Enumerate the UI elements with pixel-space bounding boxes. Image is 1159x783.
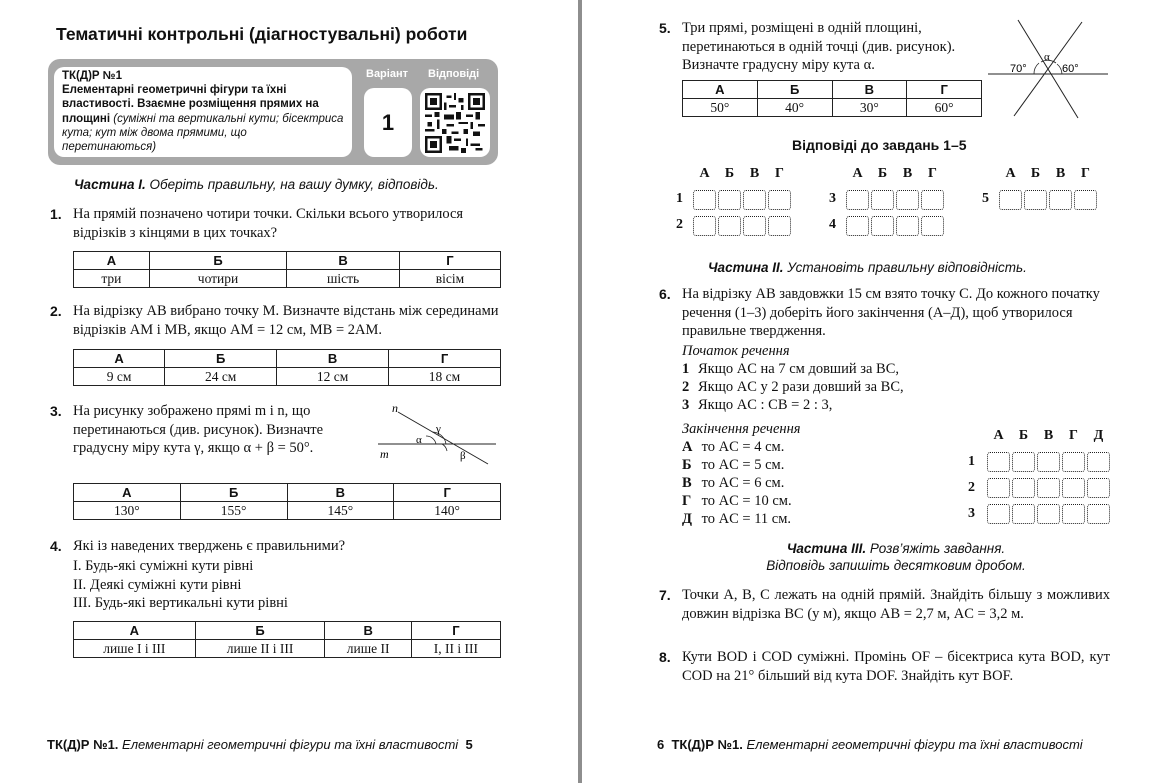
option-value: 60° bbox=[907, 99, 982, 117]
question-1 bbox=[50, 205, 503, 242]
test-code: ТК(Д)Р №1 bbox=[62, 70, 122, 82]
row-number: 1 bbox=[968, 454, 975, 469]
answer-table-2 bbox=[73, 349, 501, 386]
grid-letter: Г bbox=[1069, 428, 1078, 443]
answers-label: Відповіді bbox=[428, 68, 480, 80]
answer-cell[interactable] bbox=[846, 216, 869, 236]
grid-letter: Г bbox=[928, 166, 937, 181]
option-value: лише І і ІІІ bbox=[74, 640, 196, 658]
match-row-1 bbox=[987, 452, 1112, 472]
answer-cell[interactable] bbox=[1074, 190, 1097, 210]
row-number: 1 bbox=[676, 191, 683, 206]
option-letter: В bbox=[287, 484, 394, 502]
right-page bbox=[582, 0, 1159, 783]
footer-code: ТК(Д)Р №1. bbox=[47, 737, 119, 752]
grid-letter: В bbox=[1055, 166, 1066, 181]
angle-60-label: 60° bbox=[1062, 63, 1079, 75]
answer-table-4 bbox=[73, 621, 501, 658]
answer-table-3 bbox=[73, 483, 501, 520]
question-number: 3. bbox=[50, 403, 62, 419]
starts-label: Початок речення bbox=[682, 343, 790, 359]
end-text: то AC = 11 см. bbox=[701, 511, 792, 527]
option-letter: А bbox=[74, 622, 196, 640]
option-letter: А bbox=[74, 252, 150, 270]
start-text: Якщо AC на 7 см довший за BC, bbox=[698, 361, 899, 377]
footer-text: Елементарні геометричні фігури та їхні властивості bbox=[746, 737, 1083, 752]
option-letter: Г bbox=[411, 622, 500, 640]
answer-cell[interactable] bbox=[871, 216, 894, 236]
sentence-starts bbox=[682, 342, 982, 414]
answer-cell[interactable] bbox=[768, 216, 791, 236]
angle-alpha-label: α bbox=[1044, 51, 1050, 63]
option-value: три bbox=[74, 270, 150, 288]
grid-letter: В bbox=[902, 166, 913, 181]
q4-statements bbox=[73, 557, 503, 613]
answer-cell[interactable] bbox=[768, 190, 791, 210]
answer-grid-letters bbox=[998, 166, 1098, 182]
grid-letter: Б bbox=[1018, 428, 1029, 443]
option-value: 40° bbox=[757, 99, 832, 117]
answer-cell[interactable] bbox=[1087, 504, 1110, 524]
option-value: чотири bbox=[149, 270, 287, 288]
figure-5-diagram bbox=[986, 18, 1110, 122]
part3-text: Розв’яжіть завдання. bbox=[869, 541, 1006, 556]
option-value: 12 см bbox=[277, 368, 389, 386]
match-row-3 bbox=[987, 504, 1112, 524]
answer-cell[interactable] bbox=[1024, 190, 1047, 210]
answer-cell[interactable] bbox=[987, 452, 1010, 472]
part2-text: Установіть правильну відповідність. bbox=[787, 260, 1027, 275]
question-5 bbox=[659, 19, 978, 75]
row-number: 5 bbox=[982, 191, 989, 206]
answer-cell[interactable] bbox=[999, 190, 1022, 210]
page-number: 6 bbox=[657, 737, 665, 752]
question-number: 5. bbox=[659, 20, 671, 36]
test-card bbox=[48, 59, 498, 165]
qr-code-icon[interactable] bbox=[420, 88, 490, 157]
grid-letter: А bbox=[1005, 166, 1016, 181]
end-letter: Д bbox=[682, 511, 692, 527]
option-letter: В bbox=[832, 81, 907, 99]
test-title-box bbox=[54, 67, 352, 157]
statement-3: ІІІ. Будь-які вертикальні кути рівні bbox=[73, 595, 288, 611]
part1-text: Оберіть правильну, на вашу думку, відповідь. bbox=[149, 177, 439, 192]
option-value: шість bbox=[287, 270, 400, 288]
answer-cell[interactable] bbox=[1037, 504, 1060, 524]
question-3 bbox=[50, 402, 373, 458]
question-7 bbox=[659, 586, 1110, 623]
grid-letter: Б bbox=[877, 166, 888, 181]
answer-cell[interactable] bbox=[1012, 504, 1035, 524]
end-letter: Г bbox=[682, 493, 692, 509]
question-text: На рисунку зображено прямі m і n, що перетинаються (див. рисунок). Визначте градусну міру кута γ, якщо α + β = 50°. bbox=[73, 403, 324, 456]
answer-cell[interactable] bbox=[987, 504, 1010, 524]
answer-table-5 bbox=[682, 80, 982, 117]
question-text: На відрізку AB завдовжки 15 см взято точку C. До кожного початку речення (1–3) доберіть його закінчення (А–Д), щоб утворилося правильне твердження. bbox=[682, 286, 1100, 339]
answer-cell[interactable] bbox=[1012, 452, 1035, 472]
answer-cell[interactable] bbox=[1037, 452, 1060, 472]
answer-cell[interactable] bbox=[1087, 478, 1110, 498]
question-text: На відрізку AB вибрано точку M. Визначте відстань між серединами відрізків AM і MB, якщо AM = 12 см, MB = 2AM. bbox=[73, 303, 499, 338]
option-letter: В bbox=[277, 350, 389, 368]
angle-70-label: 70° bbox=[1010, 63, 1027, 75]
grid-letter: Б bbox=[1030, 166, 1041, 181]
answer-cell[interactable] bbox=[896, 216, 919, 236]
answer-cell[interactable] bbox=[693, 190, 716, 210]
statement-2: ІІ. Деякі суміжні кути рівні bbox=[73, 576, 242, 593]
start-num: 2 bbox=[682, 379, 690, 395]
part1-label: Частина І. bbox=[74, 177, 146, 192]
grid-letter: А bbox=[993, 428, 1004, 443]
option-letter: А bbox=[683, 81, 758, 99]
question-text: Три прямі, розміщені в одній площині, перетинаються в одній точці (див. рисунок). Визначте градусну міру кута α. bbox=[682, 20, 956, 73]
page-number: 5 bbox=[465, 737, 473, 752]
answer-row-5 bbox=[999, 190, 1099, 210]
answer-cell[interactable] bbox=[718, 190, 741, 210]
answer-cell[interactable] bbox=[921, 190, 944, 210]
answer-grid-letters bbox=[692, 166, 792, 182]
option-value: 30° bbox=[832, 99, 907, 117]
option-letter: А bbox=[74, 484, 181, 502]
grid-letter: Б bbox=[724, 166, 735, 181]
option-letter: Г bbox=[389, 350, 501, 368]
question-text: Точки A, B, C лежать на одній прямій. Знайдіть більшу з можливих довжин відрізка BC (у м), якщо AB = 2,7 м, AC = 3,2 м. bbox=[682, 587, 1110, 622]
grid-letter: В bbox=[749, 166, 760, 181]
start-text: Якщо AC : CB = 2 : 3, bbox=[698, 397, 833, 413]
end-text: то AC = 6 см. bbox=[701, 475, 785, 491]
row-number: 4 bbox=[829, 217, 836, 232]
option-value: І, ІІ і ІІІ bbox=[411, 640, 500, 658]
option-letter: Г bbox=[907, 81, 982, 99]
start-num: 1 bbox=[682, 361, 690, 377]
option-value: лише ІІ і ІІІ bbox=[195, 640, 325, 658]
answer-table-1 bbox=[73, 251, 501, 288]
footer-code: ТК(Д)Р №1. bbox=[671, 737, 743, 752]
ends-label: Закінчення речення bbox=[682, 421, 801, 437]
end-letter: Б bbox=[682, 457, 692, 473]
grid-letter: Г bbox=[1081, 166, 1090, 181]
end-text: то AC = 5 см. bbox=[701, 457, 785, 473]
end-letter: В bbox=[682, 475, 692, 491]
option-letter: В bbox=[287, 252, 400, 270]
option-value: 155° bbox=[180, 502, 287, 520]
start-num: 3 bbox=[682, 397, 690, 413]
option-value: 24 см bbox=[165, 368, 277, 386]
grid-letter: А bbox=[699, 166, 710, 181]
question-number: 6. bbox=[659, 286, 671, 302]
answer-row-2 bbox=[693, 216, 793, 236]
question-number: 1. bbox=[50, 206, 62, 222]
angle-gamma-label: γ bbox=[436, 423, 441, 435]
page-title: Тематичні контрольні (діагностувальні) роботи bbox=[56, 24, 468, 44]
answer-cell[interactable] bbox=[1087, 452, 1110, 472]
answer-cell[interactable] bbox=[1062, 504, 1085, 524]
answer-cell[interactable] bbox=[718, 216, 741, 236]
figure-3-diagram bbox=[376, 402, 500, 466]
question-6 bbox=[659, 285, 1110, 341]
answer-grid-letters bbox=[986, 428, 1111, 444]
variant-label: Варіант bbox=[366, 68, 408, 80]
answer-cell[interactable] bbox=[921, 216, 944, 236]
page-footer bbox=[47, 737, 473, 752]
answer-cell[interactable] bbox=[743, 190, 766, 210]
end-text: то AC = 4 см. bbox=[701, 439, 785, 455]
left-page bbox=[0, 0, 578, 783]
answer-row-1 bbox=[693, 190, 793, 210]
grid-letter: В bbox=[1043, 428, 1054, 443]
answer-row-3 bbox=[846, 190, 946, 210]
option-value: вісім bbox=[399, 270, 500, 288]
question-text: Кути BOD і COD суміжні. Промінь OF – бісектриса кута BOD, кут COD на 21° більший від кута DOF. Знайдіть кут BOF. bbox=[682, 649, 1110, 684]
grid-letter: Д bbox=[1093, 428, 1104, 443]
answer-grid-letters bbox=[845, 166, 945, 182]
answer-cell[interactable] bbox=[1012, 478, 1035, 498]
test-title: Елементарні геометричні фігури та їхні властивості. Взаємне розміщення прямих на площині bbox=[62, 84, 319, 125]
part2-heading bbox=[708, 260, 1027, 275]
question-4 bbox=[50, 537, 503, 556]
part3-heading bbox=[682, 540, 1110, 574]
end-letter: А bbox=[682, 439, 693, 455]
question-8 bbox=[659, 648, 1110, 685]
test-subtitle: (суміжні та вертикальні кути; бісектриса кута; кут між двома прямими, що перетинаються) bbox=[62, 112, 344, 154]
option-letter: А bbox=[74, 350, 165, 368]
part2-label: Частина ІІ. bbox=[708, 260, 784, 275]
answer-cell[interactable] bbox=[693, 216, 716, 236]
row-number: 3 bbox=[968, 506, 975, 521]
row-number: 3 bbox=[829, 191, 836, 206]
statement-1: І. Будь-які суміжні кути рівні bbox=[73, 558, 254, 574]
sentence-ends bbox=[682, 420, 942, 528]
angle-beta-label: β bbox=[460, 450, 466, 462]
footer-text: Елементарні геометричні фігури та їхні властивості bbox=[122, 737, 459, 752]
line-n-label: n bbox=[392, 402, 398, 415]
page-footer bbox=[657, 737, 1083, 752]
option-letter: В bbox=[325, 622, 411, 640]
question-number: 7. bbox=[659, 587, 671, 603]
option-letter: Б bbox=[180, 484, 287, 502]
grid-letter: А bbox=[852, 166, 863, 181]
line-m-label: m bbox=[380, 447, 389, 461]
grid-letter: Г bbox=[775, 166, 784, 181]
answer-cell[interactable] bbox=[1062, 452, 1085, 472]
answer-row-4 bbox=[846, 216, 946, 236]
option-value: 130° bbox=[74, 502, 181, 520]
variant-number: 1 bbox=[364, 88, 412, 157]
answer-cell[interactable] bbox=[1049, 190, 1072, 210]
option-value: 18 см bbox=[389, 368, 501, 386]
option-letter: Б bbox=[195, 622, 325, 640]
start-text: Якщо AC у 2 рази довший за BC, bbox=[698, 379, 904, 395]
option-value: 50° bbox=[683, 99, 758, 117]
answer-cell[interactable] bbox=[871, 190, 894, 210]
answer-cell[interactable] bbox=[743, 216, 766, 236]
question-number: 8. bbox=[659, 649, 671, 665]
end-text: то AC = 10 см. bbox=[701, 493, 792, 509]
option-value: 145° bbox=[287, 502, 394, 520]
row-number: 2 bbox=[676, 217, 683, 232]
question-text: Які із наведених тверджень є правильними? bbox=[73, 538, 346, 554]
option-value: 140° bbox=[394, 502, 501, 520]
option-value: 9 см bbox=[74, 368, 165, 386]
option-letter: Б bbox=[757, 81, 832, 99]
option-letter: Г bbox=[394, 484, 501, 502]
answer-cell[interactable] bbox=[1037, 478, 1060, 498]
option-value: лише ІІ bbox=[325, 640, 411, 658]
option-letter: Г bbox=[399, 252, 500, 270]
answer-cell[interactable] bbox=[1062, 478, 1085, 498]
question-text: На прямій позначено чотири точки. Скільки всього утворилося відрізків з кінцями в цих точках? bbox=[73, 206, 464, 241]
question-number: 2. bbox=[50, 303, 62, 319]
answer-cell[interactable] bbox=[846, 190, 869, 210]
answers-heading: Відповіді до завдань 1–5 bbox=[792, 137, 967, 153]
match-row-2 bbox=[987, 478, 1112, 498]
option-letter: Б bbox=[165, 350, 277, 368]
angle-alpha-label: α bbox=[416, 434, 422, 446]
part1-heading bbox=[74, 177, 439, 192]
question-2 bbox=[50, 302, 503, 339]
answer-cell[interactable] bbox=[896, 190, 919, 210]
part3-text2: Відповідь запишіть десятковим дробом. bbox=[766, 558, 1026, 573]
part3-label: Частина ІІІ. bbox=[786, 541, 867, 556]
row-number: 2 bbox=[968, 480, 975, 495]
question-number: 4. bbox=[50, 538, 62, 554]
answer-cell[interactable] bbox=[987, 478, 1010, 498]
option-letter: Б bbox=[149, 252, 287, 270]
